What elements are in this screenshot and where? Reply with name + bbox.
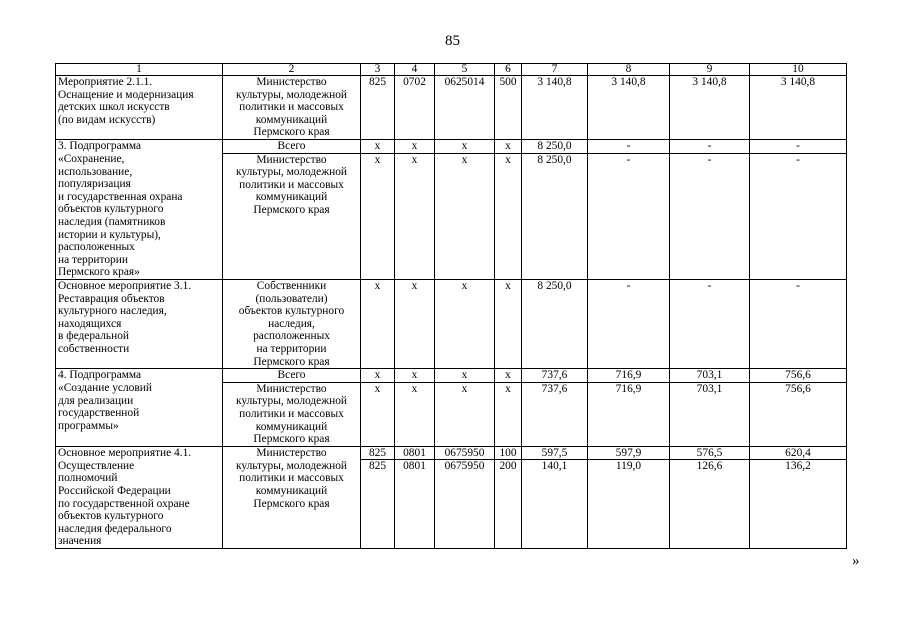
- column-number: 2: [223, 64, 361, 76]
- code-cell: x: [395, 153, 435, 279]
- executor-cell: Всего: [223, 369, 361, 383]
- amount-cell: 576,5: [670, 446, 750, 460]
- amount-cell: 620,4: [750, 446, 847, 460]
- amount-cell: 119,0: [588, 460, 670, 549]
- executor-cell: Министерство культуры, молодежной политики и массовых коммуникаций Пермского края: [223, 153, 361, 279]
- amount-cell: 756,6: [750, 369, 847, 383]
- table-row: [56, 382, 847, 446]
- code-cell: 825: [361, 446, 395, 460]
- table-row: [56, 369, 847, 383]
- amount-cell: 756,6: [750, 382, 847, 446]
- amount-cell: -: [588, 153, 670, 279]
- program-name-cell: «Сохранение, использование, популяризация и государственная охрана объектов культурного наследия (памятников истории и культуры), расположенных на территории Пермского края»: [56, 153, 223, 279]
- executor-cell: Министерство культуры, молодежной политики и массовых коммуникаций Пермского края: [223, 76, 361, 140]
- amount-cell: -: [670, 153, 750, 279]
- code-cell: x: [495, 369, 522, 383]
- program-name-cell: Основное мероприятие 4.1.: [56, 446, 223, 460]
- column-number: 10: [750, 64, 847, 76]
- program-name-cell: «Создание условий для реализации государственной программы»: [56, 382, 223, 446]
- code-cell: x: [495, 139, 522, 153]
- amount-cell: -: [588, 139, 670, 153]
- amount-cell: 737,6: [522, 382, 588, 446]
- amount-cell: 3 140,8: [588, 76, 670, 140]
- amount-cell: 716,9: [588, 382, 670, 446]
- column-number: 5: [435, 64, 495, 76]
- column-number: 6: [495, 64, 522, 76]
- amount-cell: -: [750, 139, 847, 153]
- amount-cell: -: [588, 280, 670, 369]
- code-cell: 100: [495, 446, 522, 460]
- amount-cell: 737,6: [522, 369, 588, 383]
- code-cell: x: [435, 280, 495, 369]
- table-row: [56, 460, 847, 549]
- amount-cell: -: [670, 280, 750, 369]
- code-cell: 825: [361, 460, 395, 549]
- amount-cell: 3 140,8: [522, 76, 588, 140]
- program-name-cell: Осуществление полномочий Российской Федерации по государственной охране объектов культурного наследия федерального значения: [56, 460, 223, 549]
- code-cell: x: [395, 139, 435, 153]
- amount-cell: 716,9: [588, 369, 670, 383]
- table-row: [56, 76, 847, 140]
- amount-cell: 140,1: [522, 460, 588, 549]
- code-cell: 0675950: [435, 446, 495, 460]
- column-number: 7: [522, 64, 588, 76]
- code-cell: x: [361, 139, 395, 153]
- code-cell: x: [395, 369, 435, 383]
- column-number: 8: [588, 64, 670, 76]
- code-cell: 0702: [395, 76, 435, 140]
- amount-cell: 597,9: [588, 446, 670, 460]
- code-cell: x: [361, 280, 395, 369]
- amount-cell: 136,2: [750, 460, 847, 549]
- table-row: [56, 139, 847, 153]
- amount-cell: 8 250,0: [522, 153, 588, 279]
- amount-cell: 126,6: [670, 460, 750, 549]
- executor-cell: культуры, молодежной политики и массовых коммуникаций Пермского края: [223, 460, 361, 549]
- amount-cell: -: [750, 153, 847, 279]
- program-name-cell: 4. Подпрограмма: [56, 369, 223, 383]
- code-cell: 200: [495, 460, 522, 549]
- code-cell: x: [435, 139, 495, 153]
- code-cell: x: [435, 382, 495, 446]
- code-cell: x: [435, 153, 495, 279]
- program-name-cell: Основное мероприятие 3.1. Реставрация объектов культурного наследия, находящихся в федеральной собственности: [56, 280, 223, 369]
- code-cell: x: [361, 369, 395, 383]
- program-name-cell: Мероприятие 2.1.1. Оснащение и модернизация детских школ искусств (по видам искусств): [56, 76, 223, 140]
- column-number: 3: [361, 64, 395, 76]
- executor-cell: Министерство культуры, молодежной политики и массовых коммуникаций Пермского края: [223, 382, 361, 446]
- amount-cell: 3 140,8: [750, 76, 847, 140]
- code-cell: 825: [361, 76, 395, 140]
- closing-quote: »: [852, 553, 860, 569]
- table-row: [56, 153, 847, 279]
- code-cell: x: [361, 382, 395, 446]
- amount-cell: 703,1: [670, 382, 750, 446]
- amount-cell: 703,1: [670, 369, 750, 383]
- code-cell: x: [495, 153, 522, 279]
- code-cell: 0801: [395, 446, 435, 460]
- code-cell: x: [361, 153, 395, 279]
- executor-cell: Собственники (пользователи) объектов культурного наследия, расположенных на территории Пермского края: [223, 280, 361, 369]
- page-number: 85: [445, 33, 460, 49]
- code-cell: x: [495, 382, 522, 446]
- program-table: [55, 63, 847, 549]
- code-cell: x: [495, 280, 522, 369]
- executor-cell: Всего: [223, 139, 361, 153]
- column-number: 4: [395, 64, 435, 76]
- amount-cell: 8 250,0: [522, 139, 588, 153]
- program-name-cell: 3. Подпрограмма: [56, 139, 223, 153]
- column-number: 9: [670, 64, 750, 76]
- amount-cell: 3 140,8: [670, 76, 750, 140]
- code-cell: 0625014: [435, 76, 495, 140]
- amount-cell: 597,5: [522, 446, 588, 460]
- amount-cell: 8 250,0: [522, 280, 588, 369]
- amount-cell: -: [750, 280, 847, 369]
- code-cell: x: [395, 382, 435, 446]
- code-cell: x: [395, 280, 435, 369]
- executor-cell: Министерство: [223, 446, 361, 460]
- column-number-row: [56, 64, 847, 76]
- code-cell: 0675950: [435, 460, 495, 549]
- table-row: [56, 446, 847, 460]
- amount-cell: -: [670, 139, 750, 153]
- code-cell: 500: [495, 76, 522, 140]
- code-cell: x: [435, 369, 495, 383]
- table-row: [56, 280, 847, 369]
- code-cell: 0801: [395, 460, 435, 549]
- column-number: 1: [56, 64, 223, 76]
